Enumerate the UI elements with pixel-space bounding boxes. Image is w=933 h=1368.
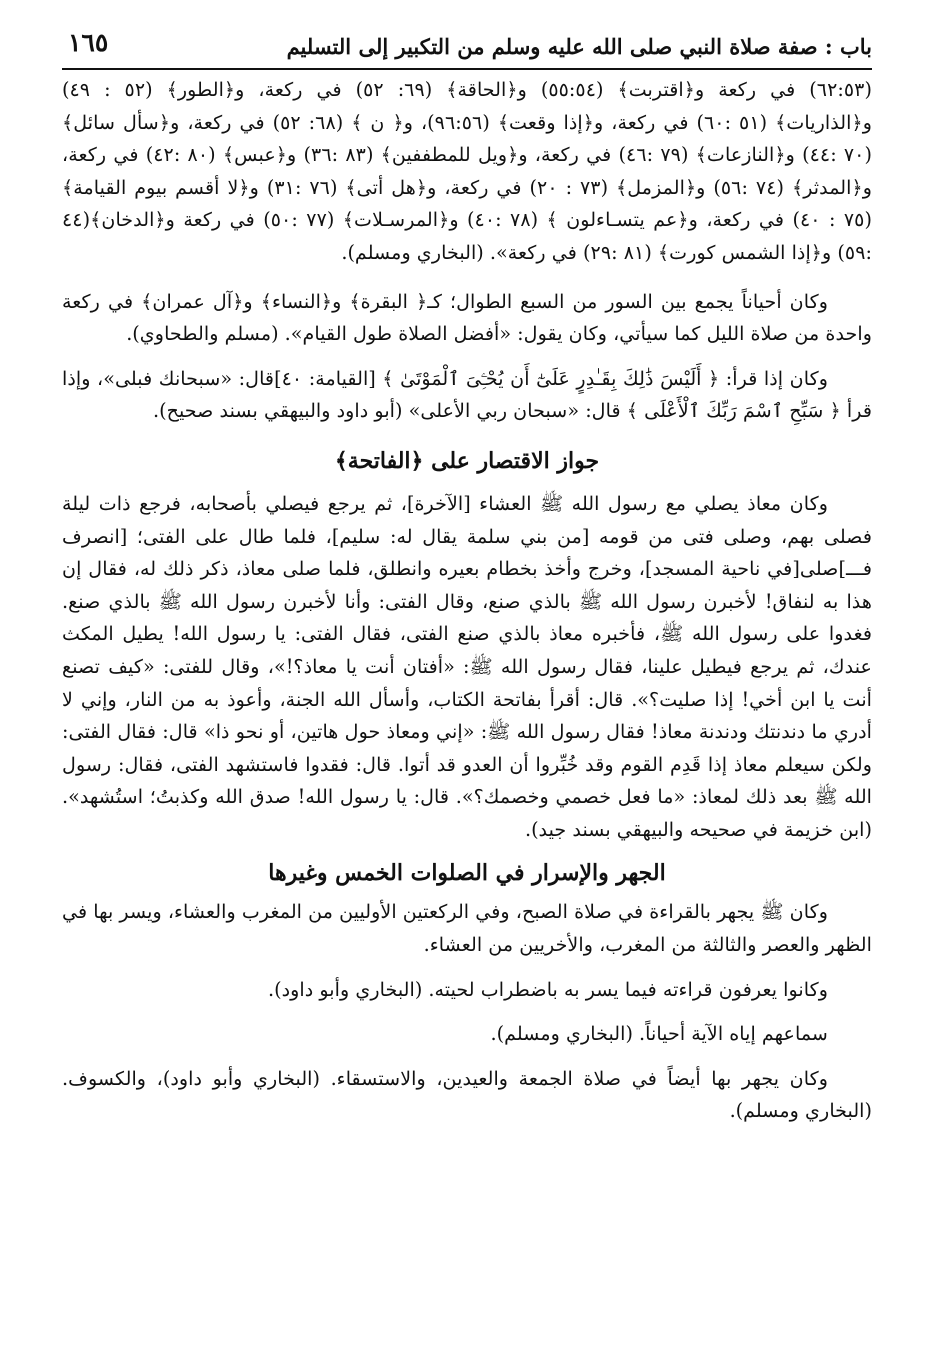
book-page (62, 26, 872, 1346)
paragraph-beard: وكانوا يعرفون قراءته فيما يسر به باضطراب لحيته. (البخاري وأبو داود). (268, 977, 828, 1001)
paragraph-jumuah: وكان يجهر بها أيضاً في صلاة الجمعة والعيدين، والاستسقاء. (البخاري وأبو داود)، والكسوف. (البخاري ومسلم). (62, 1066, 872, 1123)
section-heading-jahr-isrLeadr: الجهر والإسرار في الصلوات الخمس وغيرها (268, 860, 666, 887)
chapter-title: باب : صفة صلاة النبي صلى الله عليه وسلم من التكبير إلى التسليم (286, 34, 872, 59)
paragraph-hearing-ayah: سماعهم إياه الآية أحياناً. (البخاري ومسلم). (490, 1022, 828, 1046)
page-number: ١٦٥ (68, 28, 109, 57)
paragraph-jahr: وكان ﷺ يجهر بالقراءة في صلاة الصبح، وفي الركعتين الأوليين من المغرب والعشاء، ويسر بها في الظهر والعصر والثالثة من المغرب، والأخريين من العشاء. (62, 900, 872, 957)
paragraph-responses: وكان إذا قرأ: ﴿ أَلَيْسَ ذَٰلِكَ بِقَـٰدِرٍ عَلَىٰٓ أَن يُحْـِۧىَ ٱلْمَوْتَىٰ ﴾ [القيامة: ٤٠]قال: «سبحانك فبلى»، وإذا قرأ ﴿ سَبِّحِ ٱسْمَ رَبِّكَ ٱلْأَعْلَى ﴾ قال: «سبحان ربي الأعلى» (أبو داود والبيهقي بسند صحيح). (62, 366, 872, 423)
section-heading-fatiha: جواز الاقتصار على ﴿الفاتحة﴾ (334, 447, 600, 474)
page-header (62, 26, 872, 70)
paragraph-surah-pairs: (٦٢:٥٣) في ركعة و﴿اقتربت﴾ (٥٥:٥٤) و﴿الحاقة﴾ (٦٩: ٥٢) في ركعة، و﴿الطور﴾ (٥٢ : ٤٩) و﴿الذاريات﴾ (٥١ :٦٠) في ركعة، و﴿إذا وقعت﴾ (٩٦:٥٦)، و﴿ ن ﴾ (٦٨: ٥٢) في ركعة، و﴿سأل سائل﴾ (٧٠ :٤٤) و﴿النازعات﴾ (٧٩ :٤٦) في ركعة، و﴿ويل للمطففين﴾ (٨٣ :٣٦) و﴿عبس﴾ (٨٠ :٤٢) في ركعة، و﴿المدثر﴾ (٧٤ :٥٦) و﴿المزمل﴾ (٧٣ : ٢٠) في ركعة، و﴿هل أتى﴾ (٧٦ :٣١) و﴿لا أقسم بيوم القيامة﴾ (٧٥ : ٤٠) في ركعة، و﴿عم يتسـاءلون ﴾ (٧٨ :٤٠) و﴿المرسـلات﴾ (٧٧ :٥٠) في ركعة و﴿الدخان﴾(٤٤ :٥٩) و﴿إذا الشمس كورت﴾ (٨١ :٢٩) في ركعة». (البخاري ومسلم). (62, 78, 872, 264)
paragraph-long-surahs: وكان أحياناً يجمع بين السور من السبع الطوال؛ كـ﴿ البقرة﴾ و﴿النساء﴾ و﴿آل عمران﴾ في ركعة واحدة من صلاة الليل كما سيأتي، وكان يقول: «أفضل الصلاة طول القيام». (مسلم والطحاوي). (62, 289, 872, 346)
page-content (62, 70, 872, 1128)
paragraph-muadh-hadith: وكان معاذ يصلي مع رسول الله ﷺ العشاء [الآخرة]، ثم يرجع فيصلي بأصحابه، فرجع ذات ليلة فصلى بهم، وصلى فتى من قومه [من بني سلمة يقال له: سليم]، فلما طال على الفتى؛ [انصرف فـــ]صلى[في ناحية المسجد]، وخرج وأخذ بخطام بعيره وانطلق، فلما صلى معاذ، ذكر ذلك له، فقال إن هذا به لنفاق! لأخبرن رسول الله ﷺ بالذي صنع، وقال الفتى: وأنا لأخبرن رسول الله ﷺ بالذي صنع. فغدوا على رسول الله ﷺ، فأخبره معاذ بالذي صنع الفتى، فقال الفتى: يا رسول الله! يطيل المكث عندك، ثم يرجع فيطيل علينا، فقال رسول الله ﷺ: «أفتان أنت يا معاذ؟!»، وقال للفتى: «كيف تصنع أنت يا ابن أخي! إذا صليت؟». قال: أقرأ بفاتحة الكتاب، وأسأل الله الجنة، وأعوذ به من النار، وإني لا أدري ما دندنتك ودندنة معاذ! فقال رسول الله ﷺ: «إني ومعاذ حول هاتين، أو نحو ذا» قال: فقال الفتى: ولكن سيعلم معاذ إذا قَدِم القوم وقد خُبِّروا أن العدو قد أتوا. قال: فقدوا فاستشهد الفتى، فقال: رسول الله ﷺ بعد ذلك لمعاذ: «ما فعل خصمي وخصمك؟». قال: يا رسول الله! صدق الله وكذبتُ؛ استُشهد». (ابن خزيمة في صحيحه والبيهقي بسند جيد). (62, 491, 872, 841)
